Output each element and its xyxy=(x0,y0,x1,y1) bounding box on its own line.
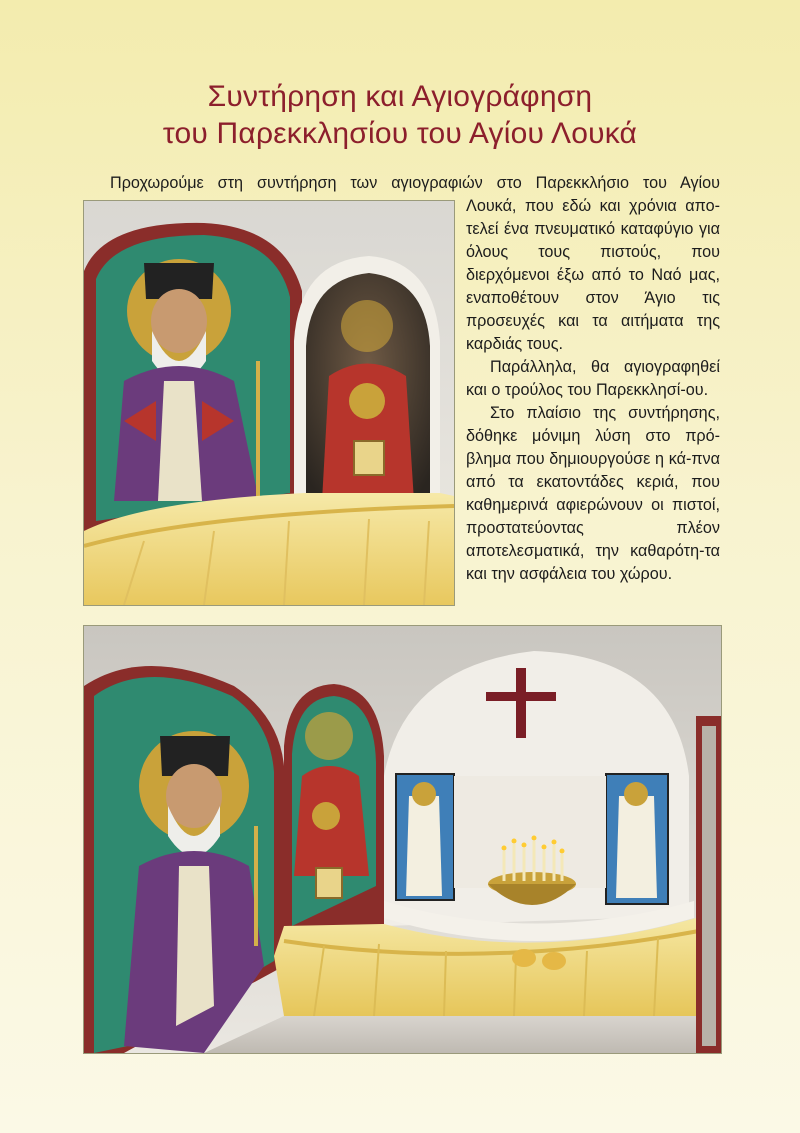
chapel-photo-bottom-image xyxy=(84,626,721,1053)
article-column xyxy=(466,195,720,586)
paragraph-1: Λουκά, που εδώ και χρόνια απο-τελεί ένα πνευματικό καταφύγιο για όλους τους πιστούς, που διερχόμενοι έξω από το Ναό μας, εναποθέτουν στον Άγιο τις προσευχές και τα αιτήματα της καρδιάς τους. xyxy=(466,197,720,353)
intro-line: Προχωρούμε στη συντήρηση των αγιογραφιών στο Παρεκκλήσιο του Αγίου xyxy=(110,174,720,192)
paragraph-3: Στο πλαίσιο της συντήρησης, δόθηκε μόνιμη λύση στο πρό-βλημα που δημιουργούσε η κά-πνα από τα εκατοντάδες κεριά, που καθημερινά αφιερώνουν οι πιστοί, προστατεύοντας πλέον αποτελεσματικά, την καθαρότη-τα και την ασφάλεια του χώρου. xyxy=(466,404,720,583)
title-line-1: Συντήρηση και Αγιογράφηση xyxy=(207,80,593,113)
chapel-photo-top-image xyxy=(84,201,454,605)
title-line-2: του Παρεκκλησίου του Αγίου Λουκά xyxy=(162,117,638,150)
paragraph-2: Παράλληλα, θα αγιογραφηθεί και ο τρούλος του Παρεκκλησί-ου. xyxy=(466,358,720,399)
chapel-photo-top xyxy=(83,200,455,606)
chapel-photo-bottom xyxy=(83,625,722,1054)
page-title xyxy=(60,78,740,152)
